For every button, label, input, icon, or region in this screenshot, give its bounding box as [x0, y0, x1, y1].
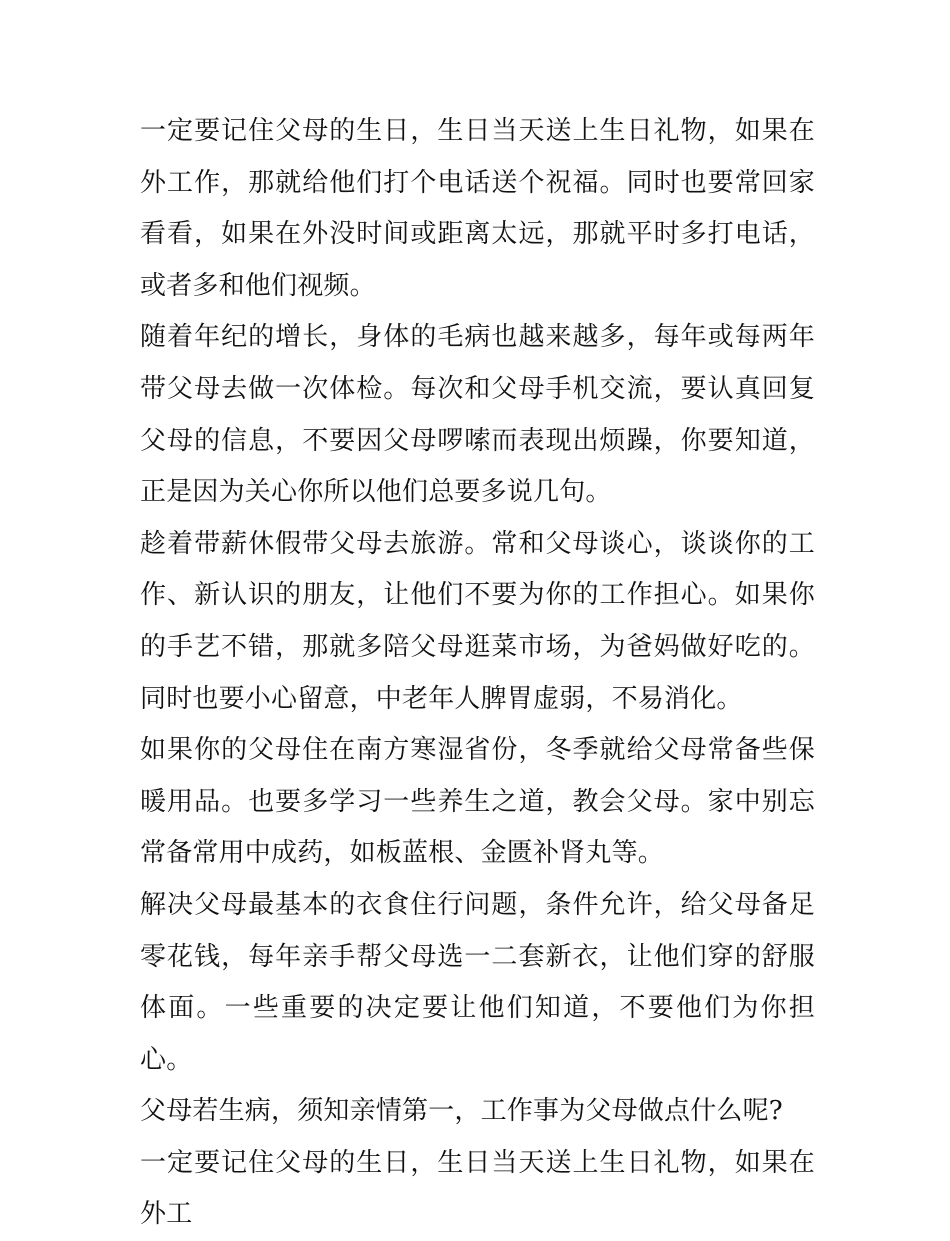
- paragraph-warmth-supplies: 如果你的父母住在南方寒湿省份，冬季就给父母常备些保暖用品。也要多学习一些养生之道，教会父母。家中别忘常备常用中成药，如板蓝根、金匮补肾丸等。: [140, 735, 815, 869]
- document-body: [140, 106, 815, 1241]
- paragraph-illness: 父母若生病，须知亲情第一，工作事为父母做点什么呢?: [140, 1096, 783, 1127]
- paragraph-birthday: 一定要记住父母的生日，生日当天送上生日礼物，如果在外工作，那就给他们打个电话送个祝福。同时也要常回家看看，如果在外没时间或距离太远，那就平时多打电话，或者多和他们视频。: [140, 116, 815, 301]
- paragraph-birthday-repeat: 一定要记住父母的生日，生日当天送上生日礼物，如果在外工: [140, 1147, 815, 1230]
- paragraph-daily-needs: 解决父母最基本的衣食住行问题，条件允许，给父母备足零花钱，每年亲手帮父母选一二套新衣，让他们穿的舒服体面。一些重要的决定要让他们知道，不要他们为你担心。: [140, 889, 815, 1075]
- paragraph-health-checkup: 随着年纪的增长，身体的毛病也越来越多，每年或每两年带父母去做一次体检。每次和父母手机交流，要认真回复父母的信息，不要因父母啰嗦而表现出烦躁，你要知道，正是因为关心你所以他们总要多说几句。: [140, 322, 815, 508]
- paragraph-travel: 趁着带薪休假带父母去旅游。常和父母谈心，谈谈你的工作、新认识的朋友，让他们不要为你的工作担心。如果你的手艺不错，那就多陪父母逛菜市场，为爸妈做好吃的。同时也要小心留意，中老年人脾胃虚弱，不易消化。: [140, 528, 815, 714]
